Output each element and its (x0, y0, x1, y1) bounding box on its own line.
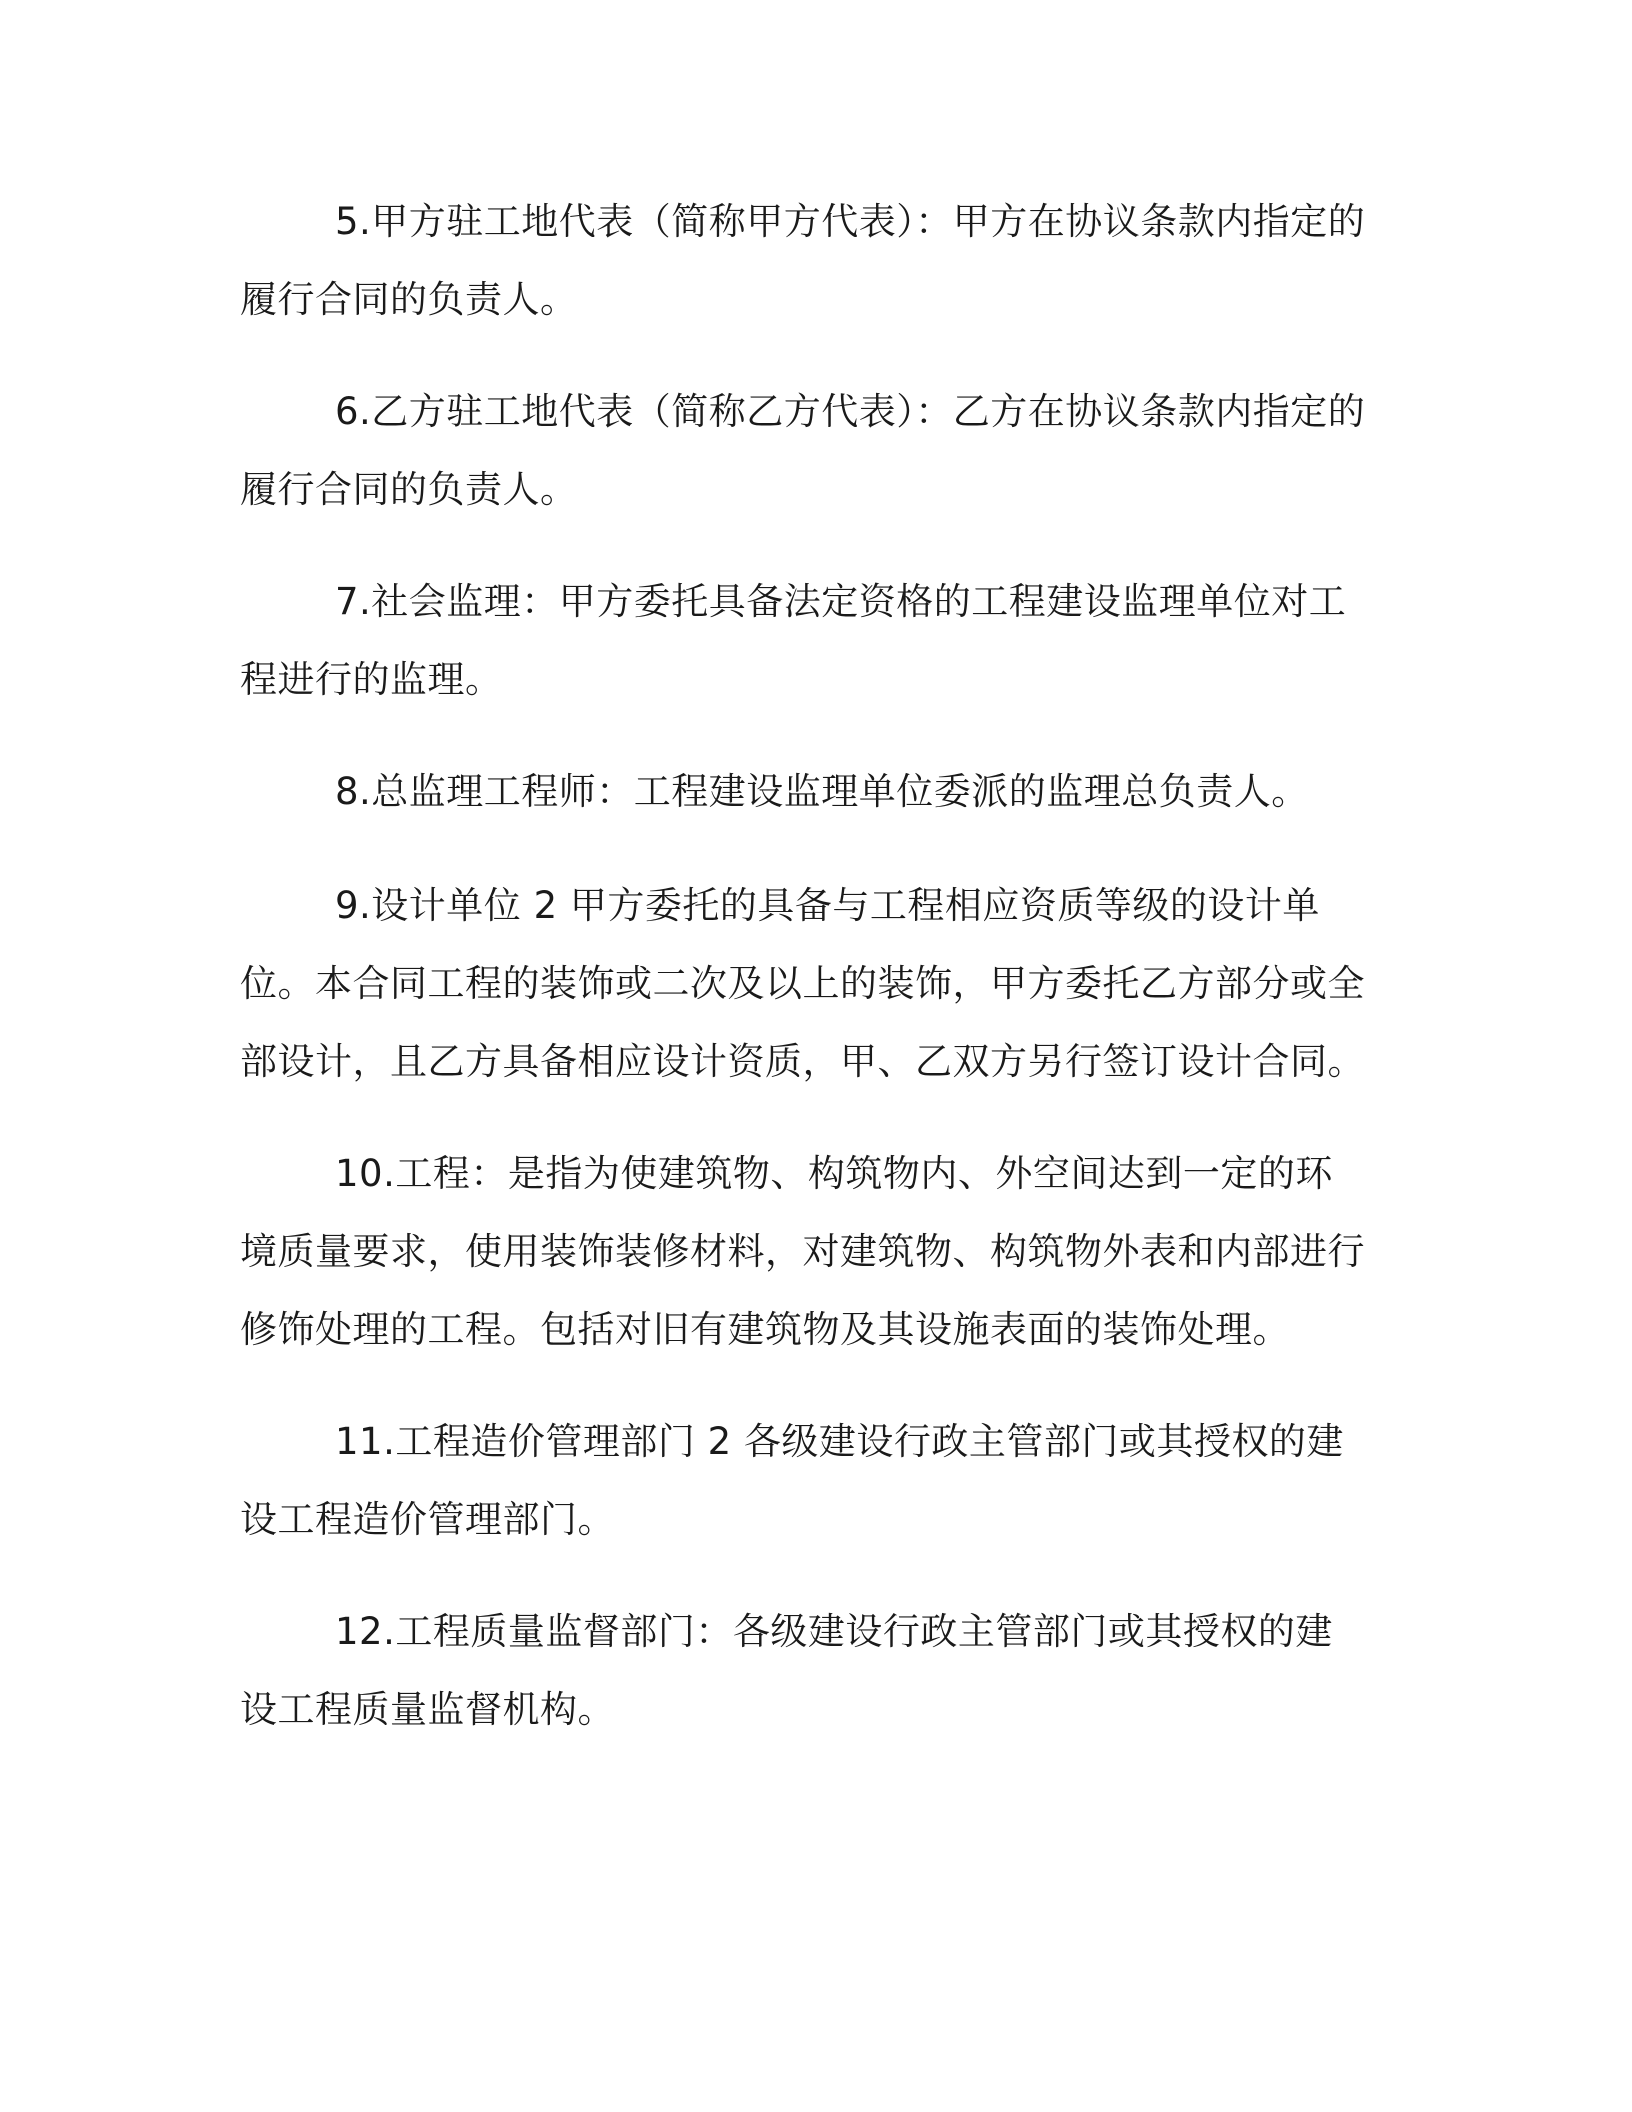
clause-6: 6.乙方驻工地代表（简称乙方代表）：乙方在协议条款内指定的履行合同的负责人。 (240, 390, 1366, 511)
clause-5: 5.甲方驻工地代表（简称甲方代表）：甲方在协议条款内指定的履行合同的负责人。 (240, 200, 1366, 321)
clause-7: 7.社会监理：甲方委托具备法定资格的工程建设监理单位对工程进行的监理。 (240, 580, 1347, 701)
clause-10: 10.工程：是指为使建筑物、构筑物内、外空间达到一定的环境质量要求，使用装饰装修材料，对建筑物、构筑物外表和内部进行修饰处理的工程。包括对旧有建筑物及其设施表面的装饰处理。 (240, 1152, 1365, 1351)
document-body (240, 183, 1370, 1783)
clause-8: 8.总监理工程师：工程建设监理单位委派的监理总负责人。 (335, 770, 1309, 813)
clause-11: 11.工程造价管理部门 2 各级建设行政主管部门或其授权的建设工程造价管理部门。 (240, 1420, 1344, 1541)
clause-12: 12.工程质量监督部门：各级建设行政主管部门或其授权的建设工程质量监督机构。 (240, 1610, 1333, 1731)
clause-9: 9.设计单位 2 甲方委托的具备与工程相应资质等级的设计单位。本合同工程的装饰或二次及以上的装饰，甲方委托乙方部分或全部设计，且乙方具备相应设计资质，甲、乙双方另行签订设计合同。 (240, 884, 1365, 1083)
